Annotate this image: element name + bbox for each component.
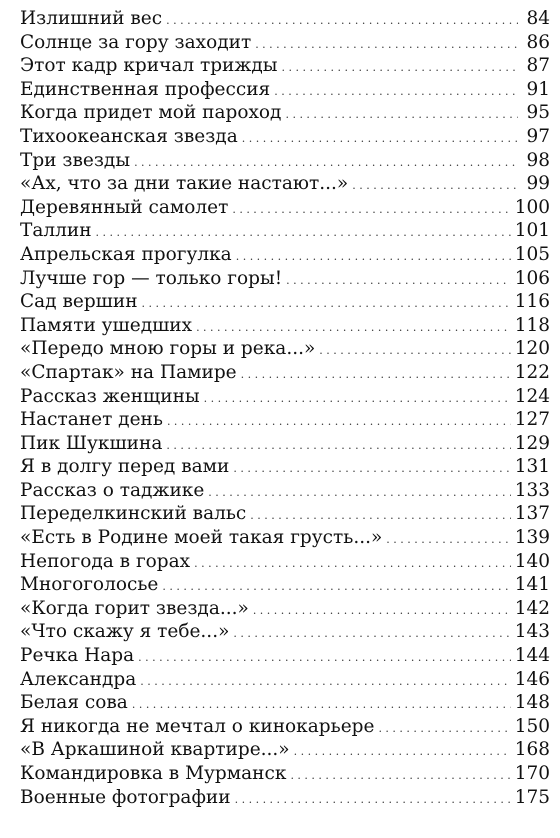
- toc-entry[interactable]: [20, 219, 550, 243]
- toc-entry[interactable]: [20, 455, 550, 479]
- toc-entry-title: Белая сова: [20, 692, 128, 714]
- toc-entry[interactable]: [20, 290, 550, 314]
- toc-entry-title: Александра: [20, 668, 137, 690]
- toc-entry-title: Три звезды: [20, 149, 131, 171]
- toc-entry-page-number: 98: [526, 149, 550, 171]
- toc-entry[interactable]: [20, 7, 550, 31]
- toc-entry-title: Рассказ женщины: [20, 385, 200, 407]
- toc-entry[interactable]: [20, 620, 550, 644]
- toc-entry-page-number: 91: [526, 78, 550, 100]
- toc-entry-page-number: 146: [514, 668, 550, 690]
- toc-entry-title: «Ах, что за дни такие настают...»: [20, 173, 349, 195]
- dot-leader: [134, 149, 518, 175]
- dot-leader: [253, 597, 511, 623]
- toc-entry-title: «В Аркашиной квартире...»: [20, 739, 290, 761]
- toc-entry-page-number: 143: [514, 621, 550, 643]
- toc-entry[interactable]: [20, 715, 550, 739]
- dot-leader: [235, 786, 511, 812]
- dot-leader: [196, 314, 511, 340]
- toc-entry-title: Тихоокеанская звезда: [20, 125, 238, 147]
- toc-entry-title: Командировка в Мурманск: [20, 763, 287, 784]
- dot-leader: [167, 408, 511, 434]
- dot-leader: [386, 526, 510, 552]
- dot-leader: [162, 573, 510, 599]
- dot-leader: [204, 385, 511, 411]
- toc-entry-page-number: 144: [514, 645, 550, 667]
- toc-entry-title: Военные фотографии: [20, 786, 231, 808]
- toc-entry[interactable]: [20, 125, 550, 149]
- toc-entry-page-number: 97: [526, 125, 550, 147]
- dot-leader: [294, 738, 511, 764]
- toc-entry-title: «Что скажу я тебе...»: [20, 621, 230, 643]
- toc-entry-title: Этот кадр кричал трижды: [20, 55, 278, 77]
- toc-entry-title: Апрельская прогулка: [20, 243, 232, 265]
- toc-entry-page-number: 95: [526, 102, 550, 124]
- dot-leader: [232, 196, 510, 222]
- toc-entry[interactable]: [20, 550, 550, 574]
- toc-entry[interactable]: [20, 149, 550, 173]
- toc-entry-page-number: 99: [526, 173, 550, 195]
- dot-leader: [140, 668, 510, 694]
- dot-leader: [166, 7, 518, 33]
- toc-entry-page-number: 131: [514, 456, 550, 478]
- toc-entry-page-number: 133: [514, 479, 550, 501]
- toc-entry[interactable]: [20, 502, 550, 526]
- dot-leader: [319, 337, 510, 363]
- toc-entry-page-number: 87: [526, 55, 550, 77]
- dot-leader: [285, 101, 518, 127]
- toc-entry-page-number: 127: [514, 409, 550, 431]
- toc-entry-title: Памяти ушедших: [20, 314, 193, 336]
- dot-leader: [282, 54, 518, 80]
- toc-entry-page-number: 175: [514, 786, 550, 808]
- dot-leader: [290, 762, 510, 788]
- toc-entry-page-number: 141: [514, 574, 550, 596]
- toc-entry[interactable]: [20, 597, 550, 621]
- toc-entry[interactable]: [20, 172, 550, 196]
- toc-entry-page-number: 100: [514, 196, 550, 218]
- dot-leader: [250, 502, 510, 528]
- toc-entry-title: «Когда горит звезда...»: [20, 597, 249, 619]
- toc-entry-title: «Передо мною горы и река...»: [20, 338, 316, 360]
- toc-entry[interactable]: [20, 408, 550, 432]
- toc-entry[interactable]: [20, 786, 550, 810]
- toc-entry-page-number: 116: [514, 291, 550, 313]
- toc-entry-title: Я никогда не мечтал о кинокарьере: [20, 715, 375, 737]
- toc-entry-page-number: 122: [514, 361, 550, 383]
- toc-entry[interactable]: [20, 762, 550, 786]
- toc-entry-page-number: 101: [514, 220, 550, 242]
- toc-entry-title: Деревянный самолет: [20, 196, 229, 218]
- toc-entry-title: Я в долгу перед вами: [20, 456, 230, 478]
- dot-leader: [242, 125, 518, 151]
- toc-entry[interactable]: [20, 101, 550, 125]
- toc-entry[interactable]: [20, 314, 550, 338]
- toc-entry[interactable]: [20, 54, 550, 78]
- toc-entry-page-number: 148: [514, 692, 550, 714]
- toc-entry-title: Сад вершин: [20, 291, 138, 313]
- toc-entry-title: Излишний вес: [20, 8, 163, 29]
- toc-entry-title: Многоголосье: [20, 574, 159, 596]
- dot-leader: [236, 243, 511, 269]
- toc-entry-page-number: 84: [526, 8, 550, 29]
- toc-entry[interactable]: [20, 196, 550, 220]
- toc-entry-page-number: 139: [514, 527, 550, 549]
- toc-entry-title: Пик Шукшина: [20, 432, 163, 454]
- toc-entry-title: Рассказ о таджике: [20, 479, 205, 501]
- toc-entry-title: Солнце за гору заходит: [20, 31, 252, 53]
- dot-leader: [241, 361, 511, 387]
- toc-entry[interactable]: [20, 432, 550, 456]
- toc-entry-title: Переделкинский вальс: [20, 503, 247, 525]
- dot-leader: [208, 479, 510, 505]
- dot-leader: [132, 691, 511, 717]
- dot-leader: [286, 267, 511, 293]
- table-of-contents: [20, 7, 550, 809]
- toc-entry-title: Таллин: [20, 220, 92, 242]
- toc-entry[interactable]: [20, 668, 550, 692]
- toc-entry-page-number: 168: [514, 739, 550, 761]
- toc-entry-page-number: 124: [514, 385, 550, 407]
- toc-entry-title: Единственная профессия: [20, 78, 271, 100]
- toc-entry-title: Настанет день: [20, 409, 163, 431]
- toc-entry-page-number: 118: [514, 314, 550, 336]
- toc-entry-page-number: 142: [514, 597, 550, 619]
- toc-entry-page-number: 106: [514, 267, 550, 289]
- dot-leader: [138, 644, 511, 670]
- toc-entry[interactable]: [20, 78, 550, 102]
- toc-entry-title: Непогода в горах: [20, 550, 191, 572]
- dot-leader: [194, 550, 511, 576]
- toc-entry[interactable]: [20, 337, 550, 361]
- toc-entry-page-number: 120: [514, 338, 550, 360]
- toc-entry-title: Речка Нара: [20, 645, 135, 667]
- toc-entry[interactable]: [20, 361, 550, 385]
- toc-entry-page-number: 170: [514, 763, 550, 784]
- toc-entry[interactable]: [20, 573, 550, 597]
- toc-entry-title: «Есть в Родине моей такая грусть...»: [20, 527, 383, 549]
- toc-entry[interactable]: [20, 385, 550, 409]
- dot-leader: [96, 219, 511, 245]
- toc-entry-title: Когда придет мой пароход: [20, 102, 282, 124]
- toc-entry[interactable]: [20, 691, 550, 715]
- toc-entry[interactable]: [20, 243, 550, 267]
- toc-entry[interactable]: [20, 267, 550, 291]
- toc-entry-page-number: 140: [514, 550, 550, 572]
- dot-leader: [255, 31, 518, 57]
- dot-leader: [378, 715, 510, 741]
- toc-entry-page-number: 150: [514, 715, 550, 737]
- dot-leader: [142, 290, 511, 316]
- toc-entry-title: Лучше гор — только горы!: [20, 267, 283, 289]
- dot-leader: [274, 78, 518, 104]
- toc-entry[interactable]: [20, 31, 550, 55]
- toc-entry-page-number: 137: [514, 503, 550, 525]
- toc-entry[interactable]: [20, 644, 550, 668]
- dot-leader: [233, 455, 510, 481]
- dot-leader: [352, 172, 518, 198]
- toc-entry-title: «Спартак» на Памире: [20, 361, 237, 383]
- dot-leader: [166, 432, 510, 458]
- toc-entry[interactable]: [20, 526, 550, 550]
- dot-leader: [233, 620, 510, 646]
- toc-entry-page-number: 129: [514, 432, 550, 454]
- toc-entry-page-number: 86: [526, 31, 550, 53]
- toc-entry[interactable]: [20, 738, 550, 762]
- toc-entry[interactable]: [20, 479, 550, 503]
- toc-entry-page-number: 105: [514, 243, 550, 265]
